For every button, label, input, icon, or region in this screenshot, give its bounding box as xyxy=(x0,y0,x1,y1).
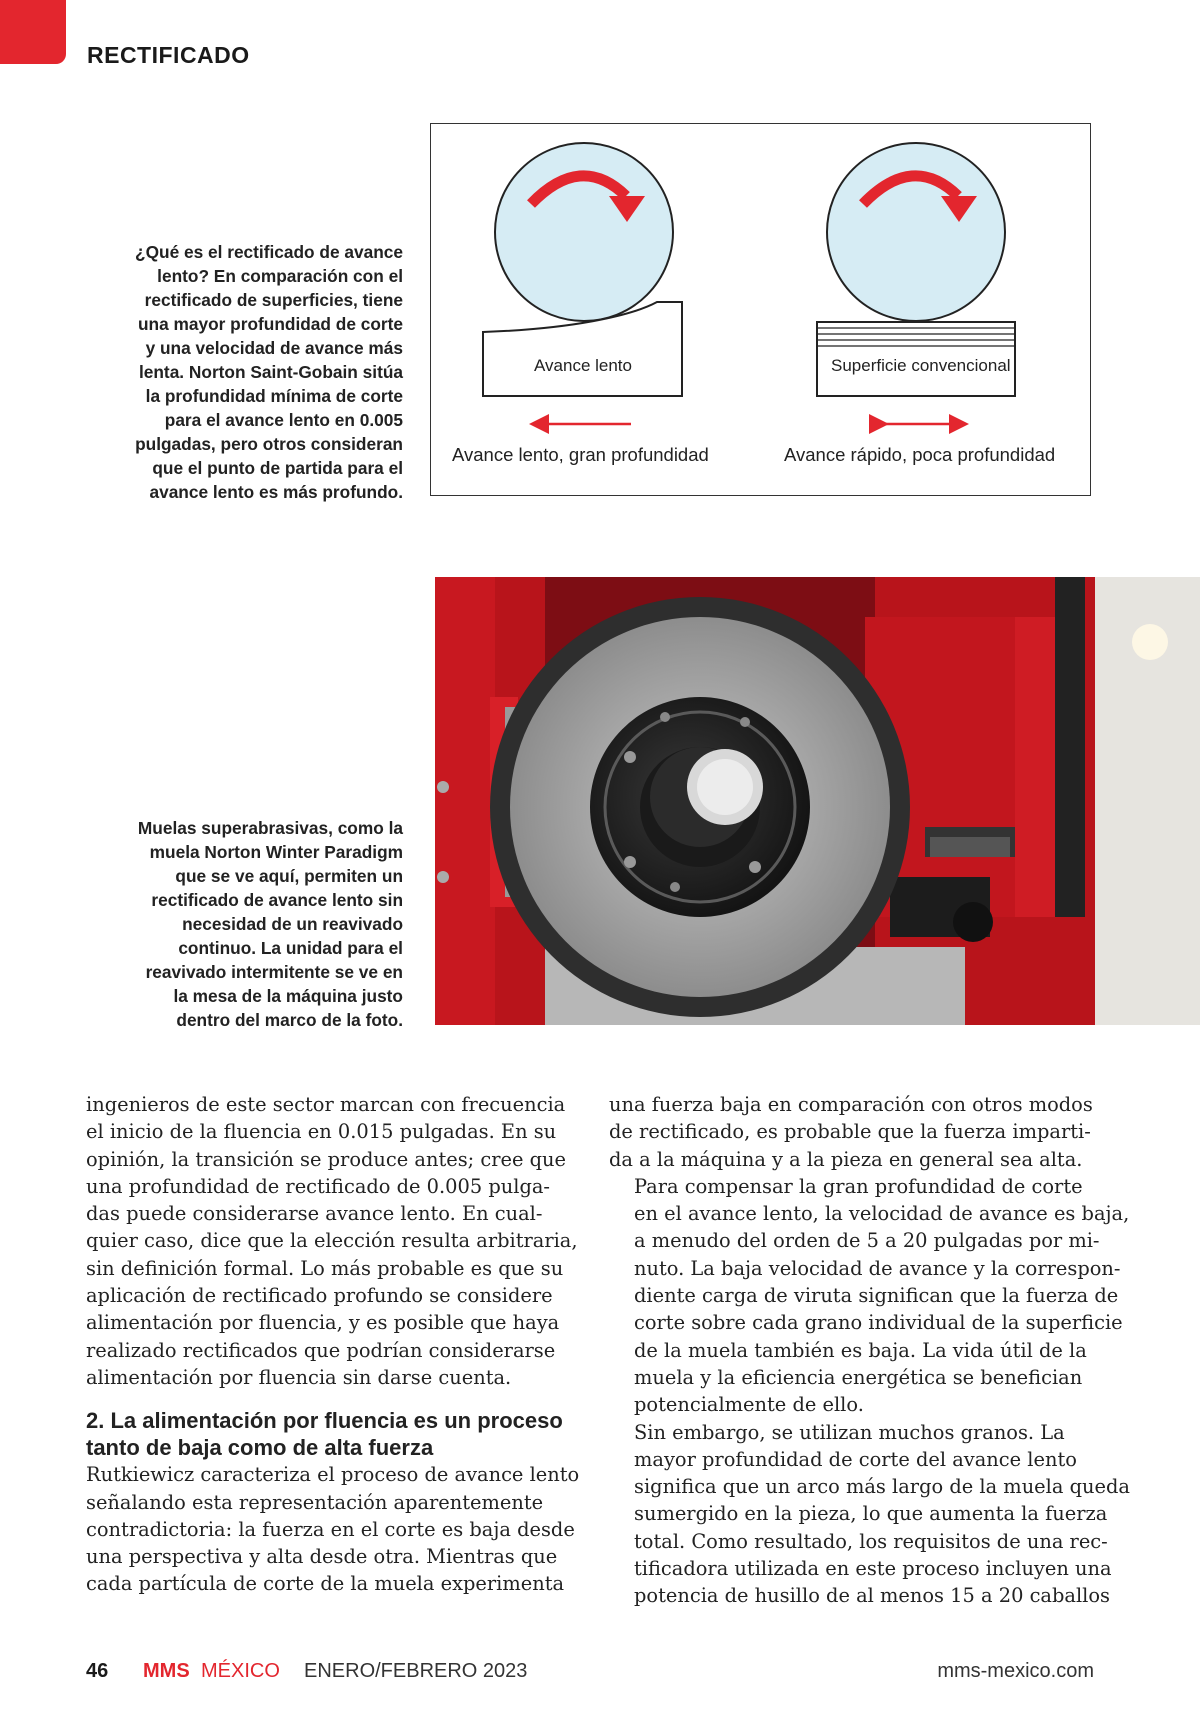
text-line: significa que un arco más largo de la muela queda xyxy=(634,1475,1130,1499)
caption-line: pulgadas, pero otros consideran xyxy=(135,434,403,454)
caption-line: lenta. Norton Saint-Gobain sitúa xyxy=(138,362,403,382)
text-line: el inicio de la fluencia en 0.015 pulgadas. En su xyxy=(86,1120,557,1144)
caption-line: muela Norton Winter Paradigm xyxy=(149,842,403,862)
text-line: una fuerza baja en comparación con otros modos xyxy=(609,1093,1093,1116)
section-title: RECTIFICADO xyxy=(87,42,250,68)
right-paragraph-3 xyxy=(609,1419,1130,1610)
left-paragraph-1 xyxy=(86,1091,578,1391)
right-grinding-wheel xyxy=(827,143,1005,321)
caption-line: la mesa de la máquina justo xyxy=(173,986,403,1006)
text-line: tificadora utilizada en este proceso incluyen una xyxy=(634,1557,1112,1581)
figure-caption-photo xyxy=(138,816,403,1032)
section-color-tab xyxy=(0,0,66,64)
diagram-graphics xyxy=(431,124,1092,497)
caption-line: necesidad de un reavivado xyxy=(182,914,403,934)
text-line: sin definición formal. Lo más probable es que su xyxy=(86,1256,564,1280)
text-line: una profundidad de rectificado de 0.005 pulga- xyxy=(86,1174,550,1198)
left-paragraph-2 xyxy=(86,1461,580,1597)
text-line: cada partícula de corte de la muela experimenta xyxy=(86,1572,565,1596)
caption-line: reavivado intermitente se ve en xyxy=(145,962,403,982)
brand-bold: MMS xyxy=(143,1660,190,1682)
right-caption: Avance rápido, poca profundidad xyxy=(784,444,1056,465)
caption-line: y una velocidad de avance más xyxy=(145,338,403,358)
caption-line: la profundidad mínima de corte xyxy=(145,386,403,406)
text-line: Sin embargo, se utilizan muchos granos. La xyxy=(634,1420,1065,1444)
heading-line: tanto de baja como de alta fuerza xyxy=(86,1435,434,1461)
text-line: das puede considerarse avance lento. En cual- xyxy=(86,1202,543,1226)
caption-line: dentro del marco de la foto. xyxy=(176,1010,403,1030)
caption-line: avance lento es más profundo. xyxy=(149,482,403,502)
article-column-left xyxy=(86,1091,580,1598)
left-grinding-wheel xyxy=(495,143,673,321)
text-line: potencialmente de ello. xyxy=(634,1393,864,1417)
caption-line: rectificado de superficies, tiene xyxy=(144,290,403,310)
text-line: una perspectiva y alta desde otra. Mientras que xyxy=(86,1545,558,1569)
text-line: corte sobre cada grano individual de la superficie xyxy=(634,1311,1123,1335)
left-box-label: Avance lento xyxy=(534,356,632,375)
subheading-2 xyxy=(86,1407,562,1461)
text-line: Para compensar la gran profundidad de corte xyxy=(634,1174,1083,1198)
feed-comparison-diagram xyxy=(430,123,1091,496)
text-line: realizado rectificados que podrían considerarse xyxy=(86,1338,556,1362)
text-line: total. Como resultado, los requisitos de una rec- xyxy=(634,1529,1108,1553)
text-line: a menudo del orden de 5 a 20 pulgadas por mi- xyxy=(634,1229,1100,1253)
text-line: diente carga de viruta significan que la fuerza de xyxy=(634,1284,1119,1308)
text-line: muela y la eficiencia energética se benefician xyxy=(634,1365,1083,1389)
text-line: contradictoria: la fuerza en el corte es baja desde xyxy=(86,1517,575,1541)
text-line: en el avance lento, la velocidad de avance es baja, xyxy=(634,1202,1130,1226)
issue-date: ENERO/FEBRERO 2023 xyxy=(304,1660,528,1682)
right-box-label: Superficie convencional xyxy=(831,356,1011,375)
figure-caption-diagram xyxy=(135,240,403,504)
caption-line: que se ve aquí, permiten un xyxy=(175,866,403,886)
page-number: 46 xyxy=(86,1660,109,1682)
text-line: mayor profundidad de corte del avance lento xyxy=(634,1447,1077,1471)
text-line: da a la máquina y a la pieza en general sea alta. xyxy=(609,1147,1083,1171)
caption-line: para el avance lento en 0.005 xyxy=(164,410,403,430)
grinding-machine-photo xyxy=(435,577,1200,1025)
caption-line: Muelas superabrasivas, como la xyxy=(137,818,403,838)
article-column-right xyxy=(609,1091,1130,1610)
text-line: opinión, la transición se produce antes; cree que xyxy=(86,1147,566,1171)
caption-line: lento? En comparación con el xyxy=(157,266,403,286)
text-line: de la muela también es baja. La vida útil de la xyxy=(634,1338,1087,1362)
text-line: Rutkiewicz caracteriza el proceso de avance lento xyxy=(86,1463,580,1487)
text-line: ingenieros de este sector marcan con frecuencia xyxy=(86,1093,566,1116)
left-caption: Avance lento, gran profundidad xyxy=(452,444,709,465)
text-line: aplicación de rectificado profundo se considere xyxy=(86,1284,553,1308)
website-url: mms-mexico.com xyxy=(937,1660,1094,1682)
text-line: alimentación por fluencia sin darse cuenta. xyxy=(86,1365,512,1389)
caption-line: que el punto de partida para el xyxy=(152,458,403,478)
caption-line: ¿Qué es el rectificado de avance xyxy=(135,242,403,262)
caption-line: rectificado de avance lento sin xyxy=(151,890,403,910)
text-line: nuto. La baja velocidad de avance y la correspon- xyxy=(634,1256,1121,1280)
caption-line: continuo. La unidad para el xyxy=(178,938,403,958)
text-line: quier caso, dice que la elección resulta arbitraria, xyxy=(86,1229,578,1253)
brand-rest: MÉXICO xyxy=(201,1660,280,1682)
heading-line: 2. La alimentación por fluencia es un proceso xyxy=(86,1408,563,1434)
caption-line: una mayor profundidad de corte xyxy=(137,314,403,334)
text-line: señalando esta representación aparentemente xyxy=(86,1490,544,1514)
text-line: sumergido en la pieza, lo que aumenta la fuerza xyxy=(634,1502,1108,1526)
right-paragraph-2 xyxy=(609,1173,1130,1419)
text-line: de rectificado, es probable que la fuerza imparti- xyxy=(609,1120,1091,1144)
text-line: potencia de husillo de al menos 15 a 20 caballos xyxy=(634,1584,1110,1608)
right-paragraph-1 xyxy=(609,1091,1093,1173)
text-line: alimentación por fluencia, y es posible que haya xyxy=(86,1311,560,1335)
